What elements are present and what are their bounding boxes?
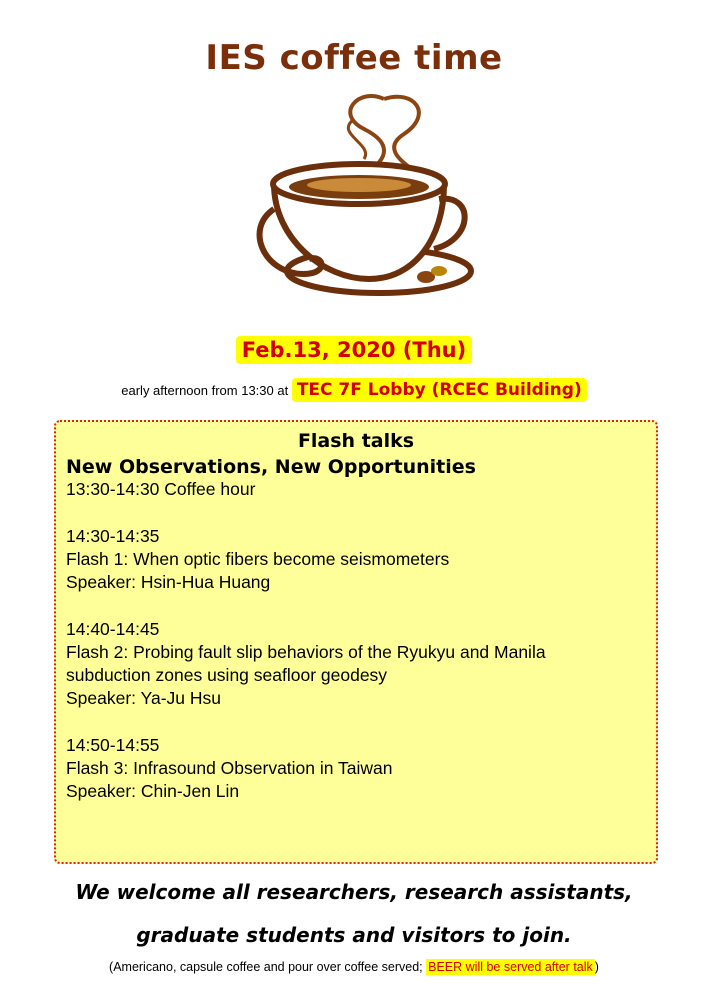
talk-2-title-line2: subduction zones using seafloor geodesy — [66, 665, 388, 685]
refreshment-note — [0, 960, 708, 974]
talk-1-speaker: Speaker: Hsin-Hua Huang — [66, 572, 271, 592]
box-heading: Flash talks — [297, 430, 415, 452]
event-date: Feb.13, 2020 (Thu) — [0, 338, 708, 362]
time-text: early afternoon from 13:30 at — [121, 383, 292, 398]
event-time-location — [0, 380, 708, 400]
beer-note: BEER will be served after talk — [428, 960, 593, 974]
talk-1-time: 14:30-14:35 — [66, 526, 160, 546]
welcome-line-1: We welcome all researchers, research assistants, — [75, 880, 633, 904]
coffee-hour: 13:30-14:30 Coffee hour — [66, 479, 256, 499]
talk-3-title: Flash 3: Infrasound Observation in Taiwan — [66, 758, 393, 778]
coffee-cup-illustration — [234, 89, 474, 309]
location-text: TEC 7F Lobby (RCEC Building) — [292, 378, 587, 402]
note-close: ) — [594, 960, 599, 974]
talk-2-time: 14:40-14:45 — [66, 619, 160, 639]
program-box — [54, 420, 658, 864]
note-open: (Americano, capsule coffee and pour over coffee served; — [109, 960, 427, 974]
talk-3-speaker: Speaker: Chin-Jen Lin — [66, 781, 240, 801]
talk-2-title-line1: Flash 2: Probing fault slip behaviors of the Ryukyu and Manila — [66, 642, 546, 662]
box-subheading: New Observations, New Opportunities — [66, 456, 476, 478]
welcome-line-2: graduate students and visitors to join. — [136, 923, 572, 947]
talk-1-title: Flash 1: When optic fibers become seismometers — [66, 549, 450, 569]
talk-2-speaker: Speaker: Ya-Ju Hsu — [66, 688, 221, 708]
page-title: IES coffee time — [205, 38, 503, 78]
talk-3-time: 14:50-14:55 — [66, 735, 160, 755]
